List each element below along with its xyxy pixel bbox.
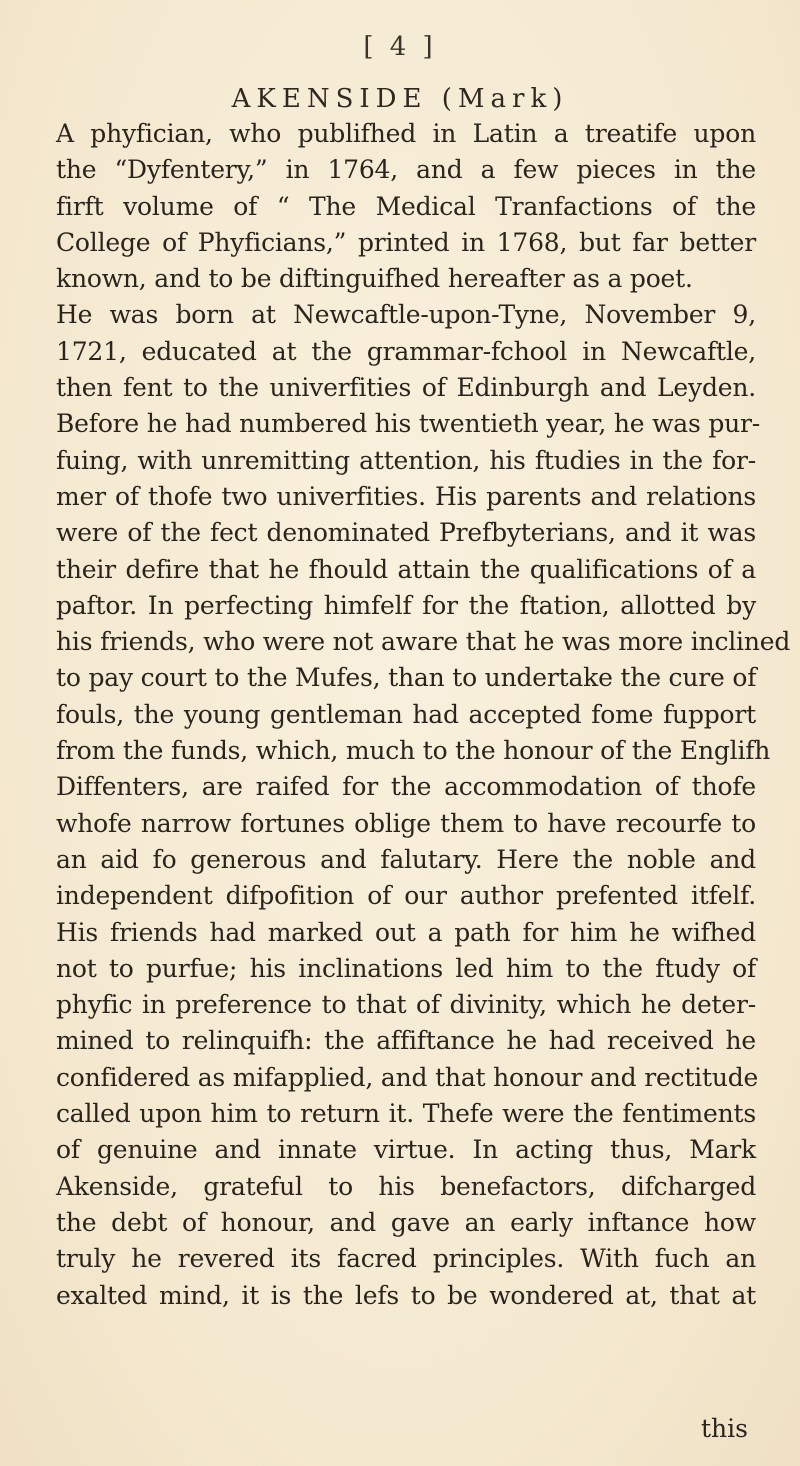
text-line: fuing, with unremitting attention, his ftudies in the for- xyxy=(56,445,756,475)
text-line: College of Phyficians,” printed in 1768, but far better xyxy=(56,227,756,257)
text-line: then fent to the univerfities of Edinburgh and Leyden. xyxy=(56,373,756,403)
entry-heading: AKENSIDE (Mark) xyxy=(231,84,569,114)
text-line: paftor. In perfecting himfelf for the ftation, allotted by xyxy=(56,590,756,620)
text-line: from the funds, which, much to the honour of the Englifh xyxy=(56,736,771,766)
text-line: the debt of honour, and gave an early inftance how xyxy=(56,1207,756,1237)
text-line: whofe narrow fortunes oblige them to have recourfe to xyxy=(56,808,756,838)
text-line: Diffenters, are raifed for the accommodation of thofe xyxy=(56,772,756,802)
text-line: known, and to be diftinguifhed hereafter as a poet. xyxy=(56,264,693,294)
text-line: mined to relinquifh: the affiftance he had received he xyxy=(56,1026,756,1056)
text-line: truly he revered its facred principles. With fuch an xyxy=(56,1244,756,1274)
text-line: confidered as mifapplied, and that honour and rectitude xyxy=(56,1062,759,1092)
text-line: Before he had numbered his twentieth year, he was pur- xyxy=(56,409,761,439)
text-line: his friends, who were not aware that he was more inclined xyxy=(56,627,791,657)
text-line: exalted mind, it is the lefs to be wondered at, that at xyxy=(56,1280,756,1310)
text-line: were of the fect denominated Prefbyterians, and it was xyxy=(56,518,756,548)
text-line: not to purfue; his inclinations led him to the ftudy of xyxy=(56,953,756,983)
text-line: to pay court to the Mufes, than to undertake the cure of xyxy=(56,663,757,693)
catchword: this xyxy=(701,1414,748,1443)
text-line: their defire that he fhould attain the qualifications of a xyxy=(56,554,756,584)
text-line: 1721, educated at the grammar-fchool in Newcaftle, xyxy=(56,336,756,366)
text-line: phyfic in preference to that of divinity, which he deter- xyxy=(56,990,756,1020)
text-line: fouls, the young gentleman had accepted fome fupport xyxy=(56,699,756,729)
page-number: [ 4 ] xyxy=(363,32,437,62)
text-line: called upon him to return it. Thefe were the fentiments xyxy=(56,1099,756,1129)
text-line: His friends had marked out a path for him he wifhed xyxy=(56,917,756,947)
text-line: independent difpofition of our author prefented itfelf. xyxy=(56,881,756,911)
entry-body xyxy=(56,116,791,1314)
text-line: A phyfician, who publifhed in Latin a treatife upon xyxy=(56,119,756,148)
text-line: He was born at Newcaftle-upon-Tyne, November 9, xyxy=(56,300,756,330)
text-line: firft volume of “ The Medical Tranfactions of the xyxy=(56,191,756,221)
text-line: the “Dyfentery,” in 1764, and a few pieces in the xyxy=(56,155,756,185)
text-line: mer of thofe two univerfities. His parents and relations xyxy=(56,481,756,511)
text-line: Akenside, grateful to his benefactors, difcharged xyxy=(56,1171,756,1201)
text-line: an aid fo generous and falutary. Here the noble and xyxy=(56,844,756,874)
text-line: of genuine and innate virtue. In acting thus, Mark xyxy=(56,1135,756,1165)
